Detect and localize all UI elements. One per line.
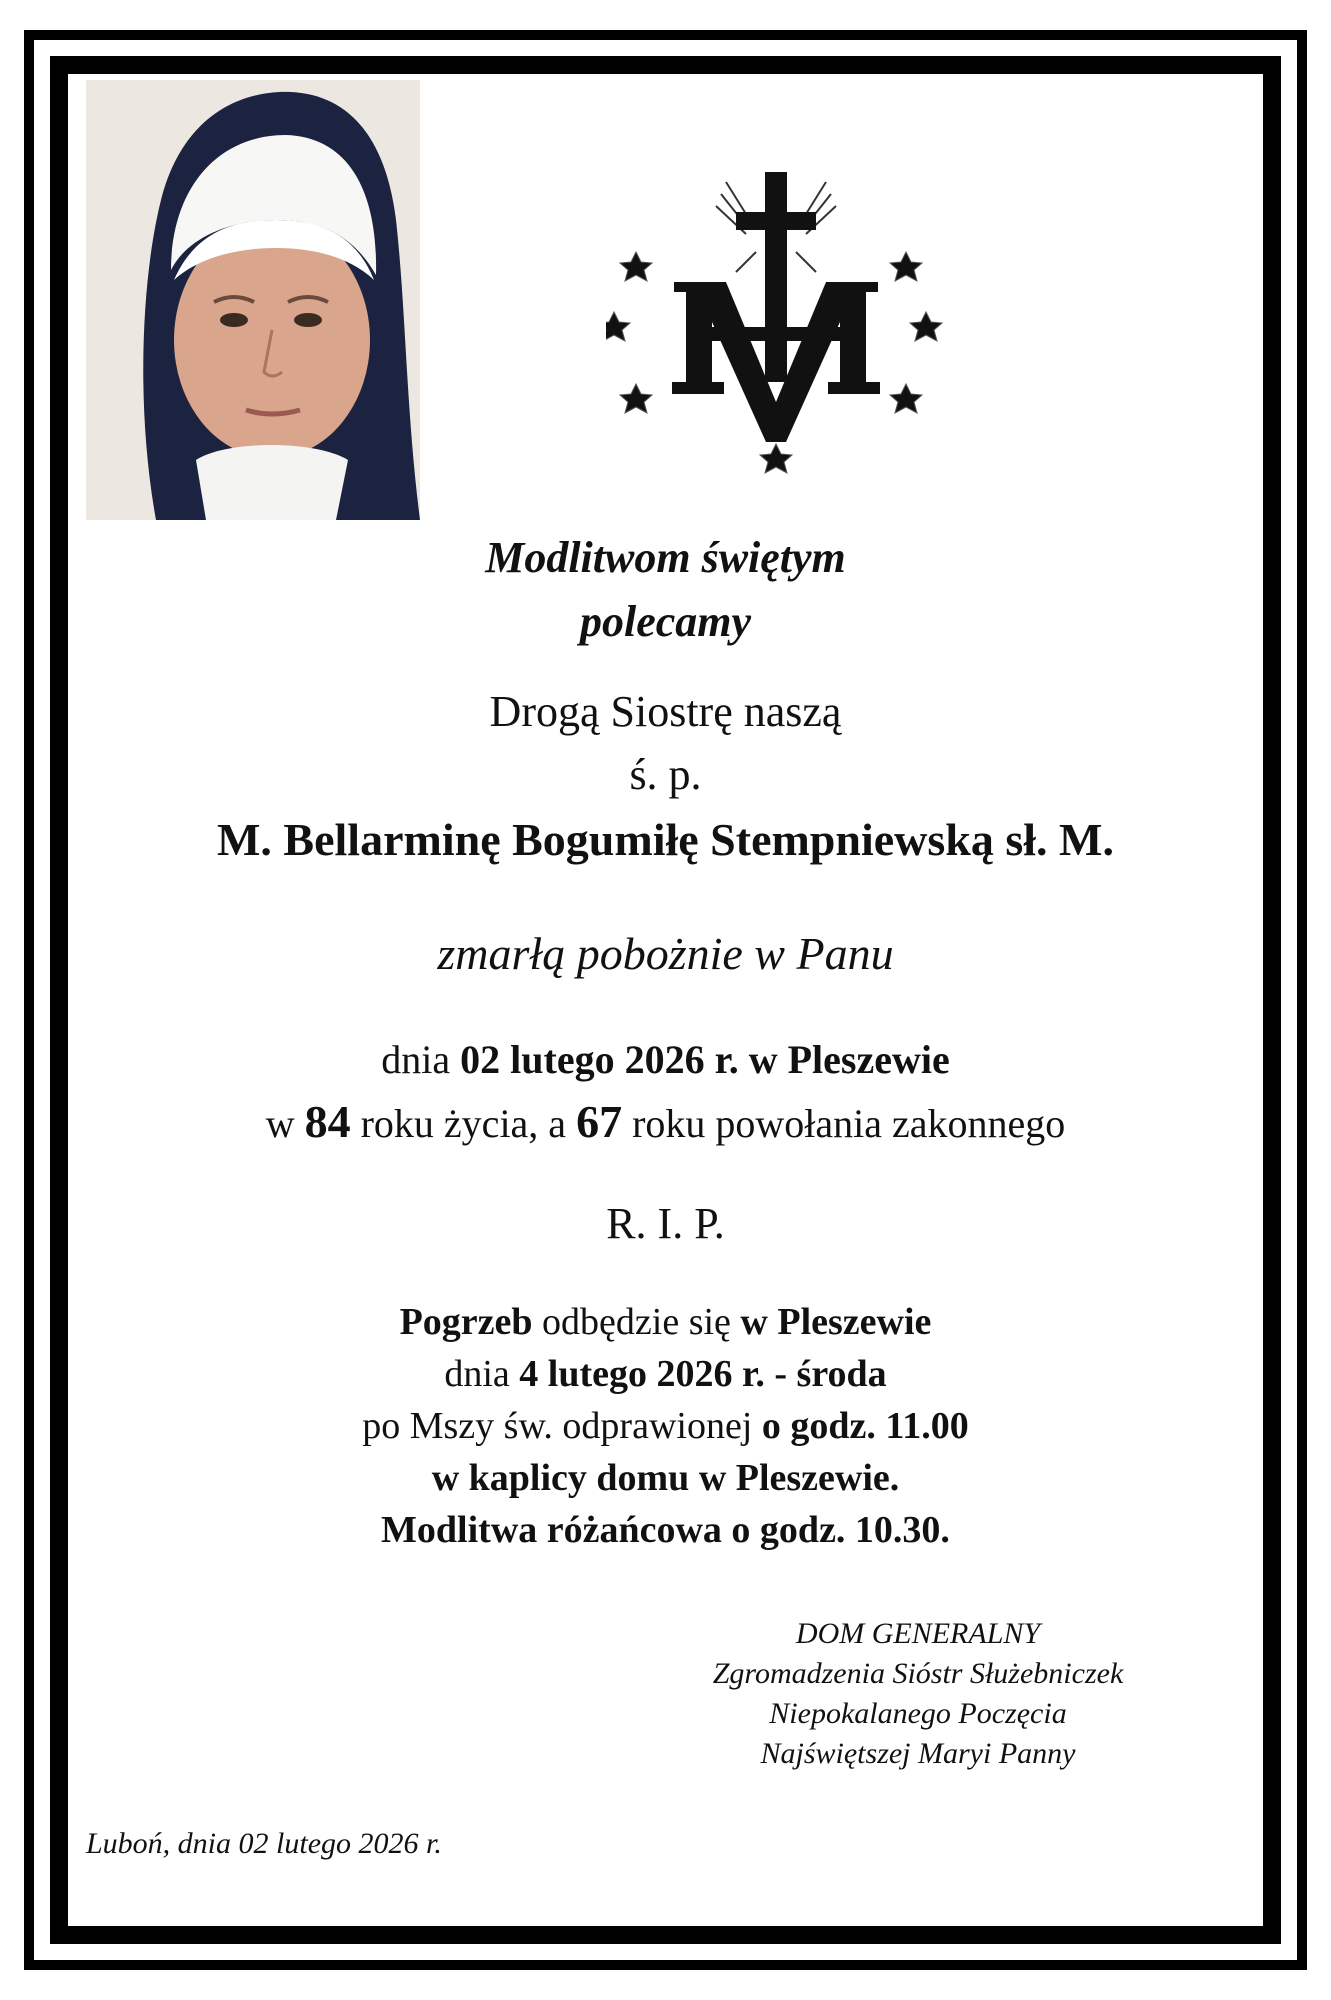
- mass-time: o godz. 11.00: [761, 1405, 969, 1447]
- signature-block: [668, 1614, 1168, 1774]
- age-middle: roku życia, a: [350, 1101, 577, 1146]
- obituary-notice: [68, 74, 1263, 1926]
- age-years: 84: [304, 1096, 351, 1147]
- age-prefix: w: [265, 1101, 305, 1146]
- funeral-line-5: [68, 1504, 1263, 1556]
- death-date-prefix: dnia: [381, 1037, 461, 1082]
- place-and-date: Luboń, dnia 02 lutego 2026 r.: [86, 1827, 442, 1860]
- signature-line-2: Zgromadzenia Sióstr Służebniczek: [712, 1657, 1124, 1690]
- chapel-location: w kaplicy domu w Pleszewie.: [431, 1457, 900, 1499]
- funeral-date: 4 lutego 2026 r. - środa: [519, 1353, 887, 1395]
- marian-cross-m-with-stars-icon: [606, 162, 946, 492]
- nun-portrait-icon: [86, 80, 420, 520]
- death-date-line: [68, 1029, 1263, 1091]
- intro-text: Drogą Siostrę naszą: [489, 687, 842, 736]
- portrait-photo: [86, 80, 420, 520]
- signature-line-4: Najświętszej Maryi Panny: [760, 1737, 1076, 1770]
- signature-line-3: Niepokalanego Poczęcia: [769, 1697, 1067, 1730]
- heading: [68, 526, 1263, 654]
- funeral-line-1: [68, 1296, 1263, 1348]
- deceased-name: M. Bellarminę Bogumiłę Stempniewską sł. M.: [217, 814, 1114, 865]
- funeral-place: w Pleszewie: [740, 1301, 932, 1343]
- heading-line-1: Modlitwom świętym: [485, 533, 846, 582]
- mass-text: po Mszy św. odprawionej: [362, 1405, 762, 1447]
- funeral-line-2: [68, 1348, 1263, 1400]
- funeral-line-4: [68, 1452, 1263, 1504]
- funeral-line-1-mid: odbędzie się: [532, 1301, 741, 1343]
- rosary-time: Modlitwa różańcowa o godz. 10.30.: [381, 1509, 950, 1551]
- heading-line-2: polecamy: [579, 597, 752, 646]
- age-line: [68, 1091, 1263, 1155]
- age-suffix: roku powołania zakonnego: [622, 1101, 1066, 1146]
- sp-abbreviation: ś. p.: [629, 750, 702, 799]
- funeral-line-3: [68, 1400, 1263, 1452]
- marian-emblem: [606, 162, 946, 492]
- signature-line-1: DOM GENERALNY: [795, 1617, 1041, 1650]
- funeral-word: Pogrzeb: [399, 1301, 533, 1343]
- vocation-years: 67: [576, 1096, 623, 1147]
- funeral-info: [68, 1296, 1263, 1556]
- rip-text: R. I. P.: [606, 1199, 725, 1248]
- funeral-date-prefix: dnia: [444, 1353, 520, 1395]
- died-text: zmarłą pobożnie w Panu: [437, 928, 894, 979]
- death-date: 02 lutego 2026 r. w Pleszewie: [460, 1037, 950, 1082]
